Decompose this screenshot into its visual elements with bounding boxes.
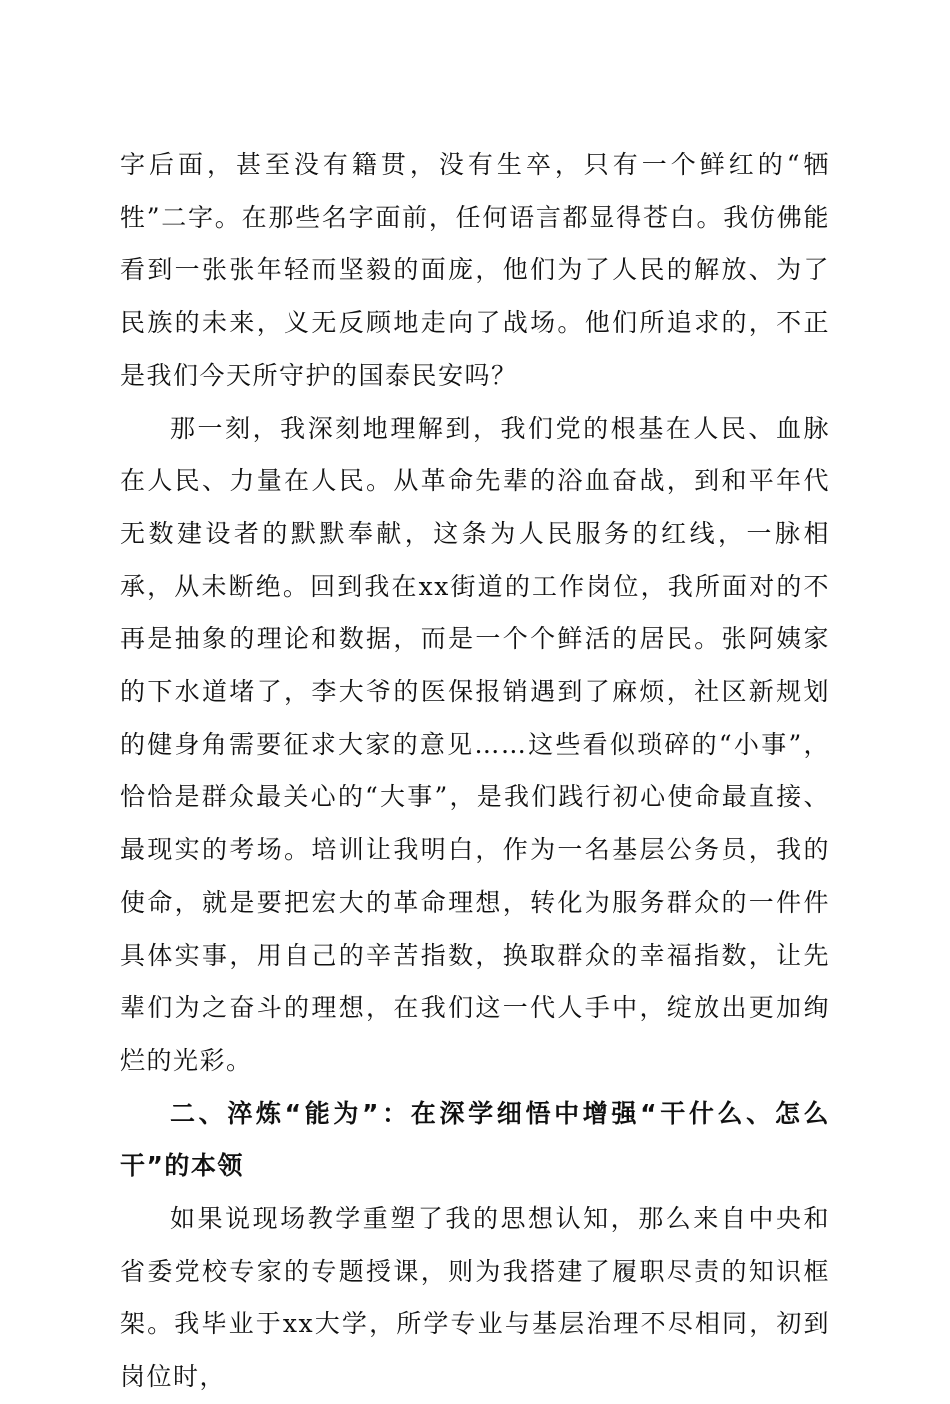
section-heading-2: 二、淬炼“能为”：在深学细悟中增强“干什么、怎么干”的本领 [120, 1098, 830, 1181]
paragraph-continuation: 字后面，甚至没有籍贯，没有生卒，只有一个鲜红的“牺牲”二字。在那些名字面前，任何语言都显得苍白。我仿佛能看到一张张年轻而坚毅的面庞，他们为了人民的解放、为了民族的未来，义无反顾地走向了战场。他们所追求的，不正是我们今天所守护的国泰民安吗？ [120, 150, 830, 390]
paragraph-understanding: 那一刻，我深刻地理解到，我们党的根基在人民、血脉在人民、力量在人民。从革命先辈的浴血奋战，到和平年代无数建设者的默默奉献，这条为人民服务的红线，一脉相承，从未断绝。回到我在xx街道的工作岗位，我所面对的不再是抽象的理论和数据，而是一个个鲜活的居民。张阿姨家的下水道堵了，李大爷的医保报销遇到了麻烦，社区新规划的健身角需要征求大家的意见……这些看似琐碎的“小事”，恰恰是群众最关心的“大事”，是我们践行初心使命最直接、最现实的考场。培训让我明白，作为一名基层公务员，我的使命，就是要把宏大的革命理想，转化为服务群众的一件件具体实事，用自己的辛苦指数，换取群众的幸福指数，让先辈们为之奋斗的理想，在我们这一代人手中，绽放出更加绚烂的光彩。 [120, 413, 830, 1075]
paragraph-lectures: 如果说现场教学重塑了我的思想认知，那么来自中央和省委党校专家的专题授课，则为我搭建了履职尽责的知识框架。我毕业于xx大学，所学专业与基层治理不尽相同，初到岗位时， [120, 1204, 830, 1392]
document-body [120, 139, 830, 1404]
